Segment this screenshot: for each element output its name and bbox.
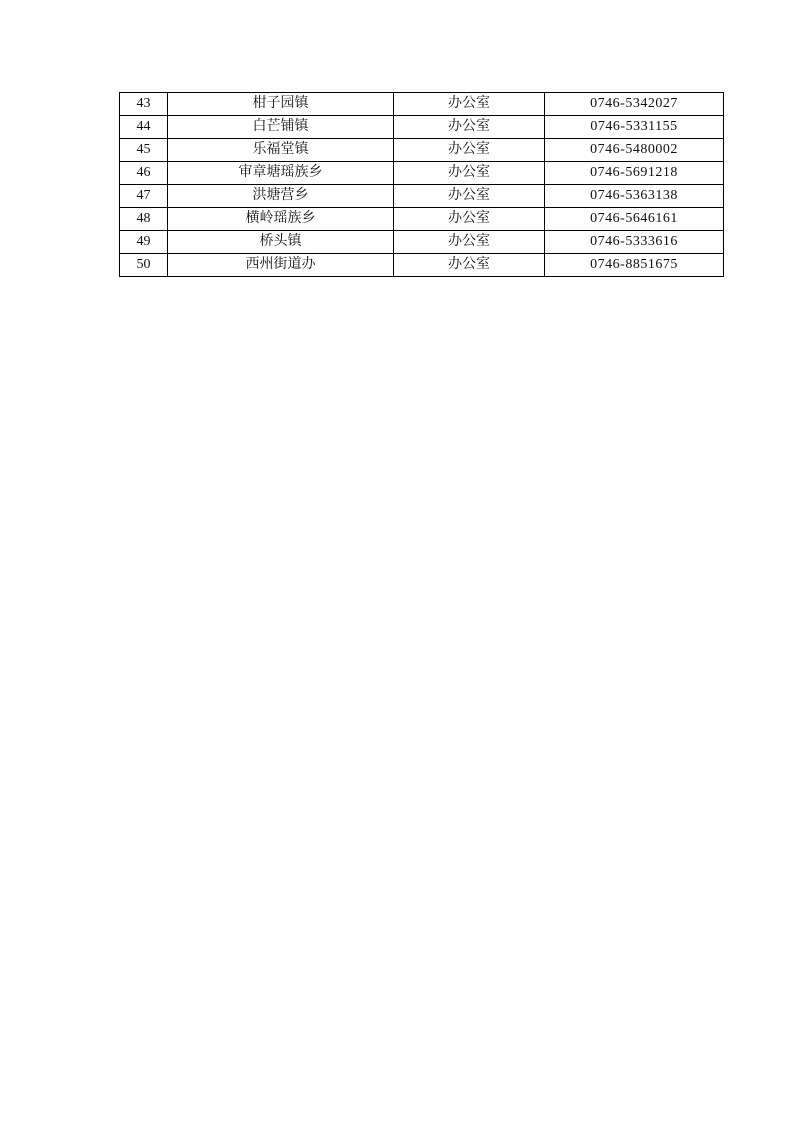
table-row <box>120 185 724 208</box>
row-number-cell: 47 <box>120 185 168 208</box>
table-row <box>120 208 724 231</box>
phone-number-cell: 0746-5480002 <box>545 139 724 162</box>
phone-number-cell: 0746-5342027 <box>545 93 724 116</box>
town-name-cell: 审章塘瑶族乡 <box>168 162 394 185</box>
row-number-cell: 44 <box>120 116 168 139</box>
row-number-cell: 49 <box>120 231 168 254</box>
department-cell: 办公室 <box>394 116 545 139</box>
department-cell: 办公室 <box>394 162 545 185</box>
department-cell: 办公室 <box>394 231 545 254</box>
town-name-cell: 乐福堂镇 <box>168 139 394 162</box>
department-cell: 办公室 <box>394 254 545 277</box>
contact-table <box>119 92 724 277</box>
town-name-cell: 西州街道办 <box>168 254 394 277</box>
table-row <box>120 231 724 254</box>
table-row <box>120 139 724 162</box>
phone-number-cell: 0746-5691218 <box>545 162 724 185</box>
row-number-cell: 45 <box>120 139 168 162</box>
table-row <box>120 254 724 277</box>
department-cell: 办公室 <box>394 185 545 208</box>
phone-number-cell: 0746-8851675 <box>545 254 724 277</box>
phone-number-cell: 0746-5333616 <box>545 231 724 254</box>
row-number-cell: 48 <box>120 208 168 231</box>
town-name-cell: 柑子园镇 <box>168 93 394 116</box>
town-name-cell: 洪塘营乡 <box>168 185 394 208</box>
town-name-cell: 桥头镇 <box>168 231 394 254</box>
contact-table-body <box>120 93 724 277</box>
department-cell: 办公室 <box>394 139 545 162</box>
table-row <box>120 93 724 116</box>
phone-number-cell: 0746-5363138 <box>545 185 724 208</box>
department-cell: 办公室 <box>394 93 545 116</box>
row-number-cell: 43 <box>120 93 168 116</box>
town-name-cell: 横岭瑶族乡 <box>168 208 394 231</box>
row-number-cell: 46 <box>120 162 168 185</box>
phone-number-cell: 0746-5331155 <box>545 116 724 139</box>
table-row <box>120 162 724 185</box>
row-number-cell: 50 <box>120 254 168 277</box>
phone-number-cell: 0746-5646161 <box>545 208 724 231</box>
department-cell: 办公室 <box>394 208 545 231</box>
table-row <box>120 116 724 139</box>
town-name-cell: 白芒铺镇 <box>168 116 394 139</box>
